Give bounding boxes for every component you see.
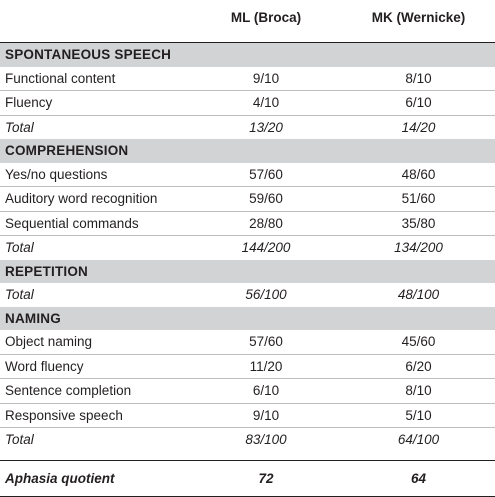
section-header-comprehension <box>0 139 495 163</box>
mk-total: 48/100 <box>397 287 440 302</box>
ml-total: 144/200 <box>241 240 291 255</box>
row-label: Auditory word recognition <box>0 187 190 212</box>
ml-score: 11/20 <box>190 354 342 379</box>
table-row <box>0 187 495 212</box>
section-header-repetition <box>0 260 495 284</box>
separator-row <box>0 452 495 461</box>
table-row <box>0 379 495 404</box>
total-row <box>0 236 495 260</box>
mk-aphasia-quotient: 64 <box>342 460 495 496</box>
total-label: Total <box>5 240 34 255</box>
table-header-row <box>0 0 495 43</box>
mk-score: 5/10 <box>342 403 495 428</box>
row-label: Fluency <box>0 91 190 116</box>
ml-total: 83/100 <box>245 432 287 447</box>
aphasia-quotient-row <box>0 460 495 496</box>
row-label: Sequential commands <box>0 211 190 236</box>
table-row <box>0 163 495 187</box>
table-row <box>0 211 495 236</box>
mk-score: 51/60 <box>342 187 495 212</box>
ml-score: 4/10 <box>190 91 342 116</box>
header-mk-wernicke: MK (Wernicke) <box>342 0 495 43</box>
mk-score: 48/60 <box>342 163 495 187</box>
ml-aphasia-quotient: 72 <box>190 460 342 496</box>
total-row <box>0 283 495 307</box>
table-row <box>0 91 495 116</box>
ml-score: 9/10 <box>190 403 342 428</box>
total-row <box>0 428 495 452</box>
ml-score: 9/10 <box>190 67 342 91</box>
total-label: Total <box>5 432 34 447</box>
table-row <box>0 403 495 428</box>
section-title: COMPREHENSION <box>0 139 495 163</box>
section-header-naming <box>0 307 495 331</box>
section-title: REPETITION <box>0 260 495 284</box>
ml-score: 59/60 <box>190 187 342 212</box>
mk-score: 8/10 <box>342 379 495 404</box>
mk-total: 14/20 <box>401 119 436 135</box>
ml-total: 56/100 <box>245 287 287 302</box>
header-ml-broca: ML (Broca) <box>190 0 342 43</box>
mk-score: 6/10 <box>342 91 495 116</box>
ml-score: 57/60 <box>190 330 342 354</box>
table-row <box>0 354 495 379</box>
row-label: Yes/no questions <box>0 163 190 187</box>
section-title: NAMING <box>0 307 495 331</box>
row-label: Word fluency <box>0 354 190 379</box>
section-header-spontaneous-speech <box>0 43 495 67</box>
mk-total: 134/200 <box>394 240 443 255</box>
mk-score: 6/20 <box>342 354 495 379</box>
mk-score: 45/60 <box>342 330 495 354</box>
total-label: Total <box>5 287 34 302</box>
row-label: Responsive speech <box>0 403 190 428</box>
total-row <box>0 115 495 139</box>
table-row <box>0 67 495 91</box>
ml-score: 6/10 <box>190 379 342 404</box>
row-label: Sentence completion <box>0 379 190 404</box>
mk-score: 35/80 <box>342 211 495 236</box>
separator-line <box>0 452 495 461</box>
ml-score: 28/80 <box>190 211 342 236</box>
row-label: Functional content <box>0 67 190 91</box>
mk-score: 8/10 <box>342 67 495 91</box>
ml-total: 13/20 <box>249 119 283 135</box>
header-label-column <box>0 0 190 43</box>
aphasia-quotient-label: Aphasia quotient <box>0 460 190 496</box>
row-label: Object naming <box>0 330 190 354</box>
table-row <box>0 330 495 354</box>
ml-score: 57/60 <box>190 163 342 187</box>
section-title: SPONTANEOUS SPEECH <box>0 43 495 67</box>
mk-total: 64/100 <box>397 432 440 447</box>
total-label: Total <box>5 119 34 135</box>
